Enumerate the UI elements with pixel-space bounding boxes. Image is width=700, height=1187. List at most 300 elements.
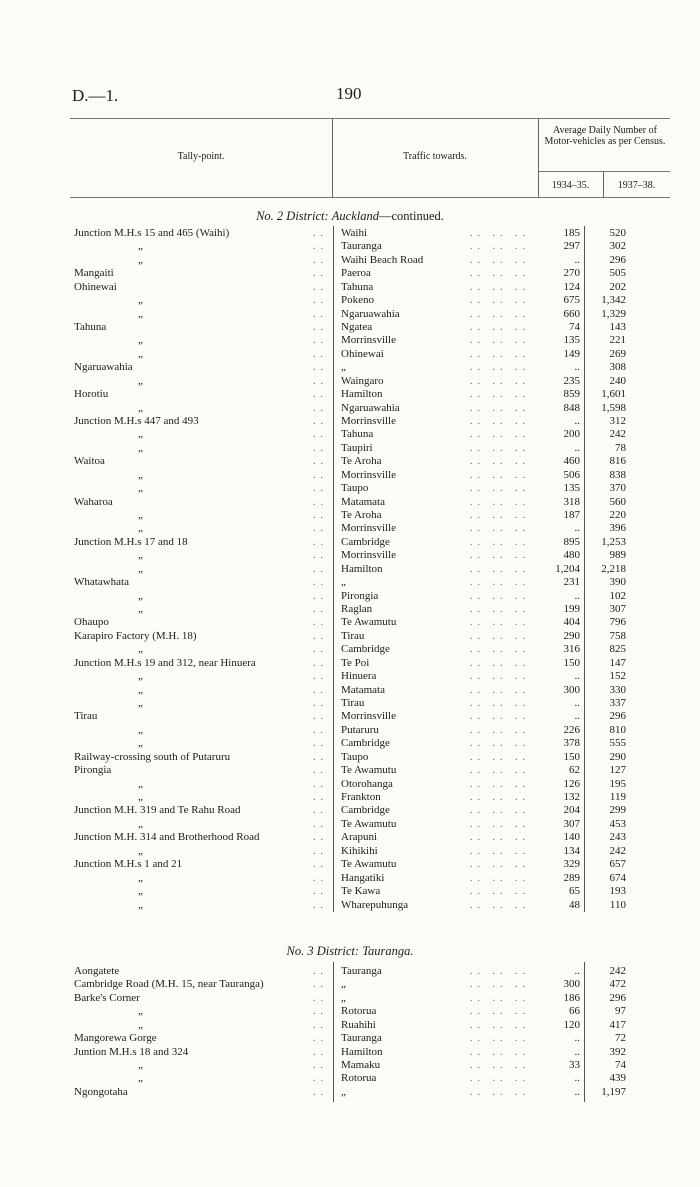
count-1937-cell: 147 <box>609 656 626 669</box>
tally-point-cell: Ngaruawahia <box>74 361 133 374</box>
leader-dots: .. .. .. <box>470 429 530 441</box>
tally-point-cell: Barke's Corner <box>74 991 140 1004</box>
count-1934-cell: 150 <box>563 656 580 669</box>
count-1937-cell: 1,601 <box>601 388 626 401</box>
leader-dots: .. .. .. <box>470 590 530 602</box>
count-1934-cell: .. <box>574 1072 580 1085</box>
leader-dots: .. <box>313 322 328 333</box>
table-row <box>0 482 700 495</box>
count-1934-cell: 135 <box>563 482 580 495</box>
leader-dots: .. .. .. <box>470 362 530 374</box>
count-1934-cell: 307 <box>563 817 580 830</box>
leader-dots: .. <box>313 510 328 522</box>
table-row <box>0 254 700 267</box>
leader-dots: .. .. .. <box>470 335 530 347</box>
leader-dots: .. .. .. <box>470 765 530 777</box>
count-1937-cell: 505 <box>609 267 626 280</box>
count-1937-cell: 296 <box>609 991 626 1004</box>
table-row <box>0 536 700 549</box>
tally-point-cell: Mangaiti <box>74 267 114 280</box>
leader-dots: .. .. .. <box>470 778 530 790</box>
leader-dots: .. .. .. <box>470 228 530 239</box>
count-1937-cell: 453 <box>609 817 626 830</box>
table-row <box>0 818 700 831</box>
leader-dots: .. <box>313 818 328 830</box>
count-1937-cell: 195 <box>609 777 626 790</box>
leader-dots: .. .. .. <box>470 402 530 414</box>
leader-dots: .. .. .. <box>470 859 530 871</box>
count-1937-cell: 1,329 <box>601 307 626 320</box>
tally-point-cell: „ <box>138 871 143 884</box>
count-1934-cell: .. <box>574 670 580 683</box>
table-row <box>0 294 700 307</box>
count-1937-cell: 370 <box>609 482 626 495</box>
count-1934-cell: 120 <box>563 1018 580 1031</box>
leader-dots: .. <box>313 563 328 575</box>
leader-dots: .. .. .. <box>470 348 530 360</box>
leader-dots: .. <box>313 644 328 656</box>
count-1934-cell: 135 <box>563 334 580 347</box>
table-row <box>0 710 700 723</box>
leader-dots: .. <box>313 899 328 911</box>
count-1937-cell: 674 <box>609 871 626 884</box>
leader-dots: .. <box>313 496 328 508</box>
count-1937-cell: 269 <box>609 347 626 360</box>
count-1937-cell: 220 <box>609 509 626 522</box>
tally-point-cell: „ <box>138 844 143 857</box>
leader-dots: .. <box>313 992 328 1004</box>
count-1937-cell: 796 <box>609 616 626 629</box>
count-1937-cell: 1,342 <box>601 294 626 307</box>
count-1934-cell: 231 <box>563 576 580 589</box>
tally-point-cell: „ <box>138 777 143 790</box>
destination-cell: „ <box>341 978 346 991</box>
leader-dots: .. <box>313 778 328 790</box>
destination-cell: „ <box>341 361 346 374</box>
count-1934-cell: 404 <box>563 616 580 629</box>
leader-dots: .. <box>313 1046 328 1058</box>
table-row <box>0 657 700 670</box>
destination-cell: Taupo <box>341 482 369 495</box>
tally-point-cell: „ <box>138 253 143 266</box>
count-1937-cell: 1,598 <box>601 401 626 414</box>
leader-dots: .. .. .. <box>470 469 530 481</box>
count-1937-cell: 1,197 <box>601 1085 626 1098</box>
leader-dots: .. <box>313 1073 328 1085</box>
count-1934-cell: 300 <box>563 978 580 991</box>
leader-dots: .. .. .. <box>470 698 530 710</box>
leader-dots: .. <box>313 1033 328 1045</box>
leader-dots: .. .. .. <box>470 322 530 333</box>
year-1937-header: 1937–38. <box>617 180 656 191</box>
destination-cell: Ruahihi <box>341 1018 376 1031</box>
destination-cell: Tirau <box>341 697 365 710</box>
table-row <box>0 978 700 991</box>
table-row <box>0 1005 700 1018</box>
table-row <box>0 469 700 482</box>
count-1937-cell: 296 <box>609 710 626 723</box>
table-row <box>0 240 700 253</box>
count-1934-cell: .. <box>574 522 580 535</box>
traffic-towards-header: Traffic towards. <box>403 151 467 162</box>
destination-cell: Matamata <box>341 683 385 696</box>
leader-dots: .. .. .. <box>470 268 530 280</box>
leader-dots: .. .. .. <box>470 671 530 683</box>
destination-cell: Arapuni <box>341 831 378 844</box>
table-row <box>0 388 700 401</box>
leader-dots: .. <box>313 1006 328 1018</box>
leader-dots: .. .. .. <box>470 886 530 898</box>
leader-dots: .. <box>313 416 328 428</box>
table-row <box>0 616 700 629</box>
table-row <box>0 334 700 347</box>
tally-point-cell: „ <box>138 603 143 616</box>
leader-dots: .. .. .. <box>470 523 530 535</box>
leader-dots: .. <box>313 281 328 293</box>
table-row <box>0 227 700 240</box>
count-1934-cell: 186 <box>563 991 580 1004</box>
leader-dots: .. <box>313 872 328 884</box>
leader-dots: .. <box>313 308 328 320</box>
count-1934-cell: 660 <box>563 307 580 320</box>
count-1934-cell: .. <box>574 965 580 977</box>
leader-dots: .. <box>313 604 328 616</box>
destination-cell: Ngaruawahia <box>341 401 400 414</box>
count-1937-cell: 296 <box>609 253 626 266</box>
count-1937-cell: 242 <box>609 844 626 857</box>
leader-dots: .. .. .. <box>470 456 530 468</box>
leader-dots: .. .. .. <box>470 510 530 522</box>
destination-cell: Pirongia <box>341 589 379 602</box>
tally-point-cell: „ <box>138 468 143 481</box>
tally-point-cell: Tirau <box>74 710 98 723</box>
leader-dots: .. <box>313 1019 328 1031</box>
count-1934-cell: .. <box>574 1045 580 1058</box>
leader-dots: .. .. .. <box>470 792 530 804</box>
leader-dots: .. <box>313 724 328 736</box>
count-1934-cell: 187 <box>563 509 580 522</box>
tally-point-cell: Waharoa <box>74 495 113 508</box>
tally-point-cell: Juntion M.H.s 18 and 324 <box>74 1045 189 1058</box>
count-1934-cell: 149 <box>563 347 580 360</box>
leader-dots: .. .. .. <box>470 966 530 977</box>
leader-dots: .. <box>313 550 328 562</box>
table-row <box>0 522 700 535</box>
leader-dots: .. <box>313 832 328 844</box>
count-1934-cell: .. <box>574 415 580 428</box>
table-row <box>0 899 700 912</box>
leader-dots: .. <box>313 698 328 710</box>
count-1937-cell: 221 <box>609 334 626 347</box>
leader-dots: .. .. .. <box>470 308 530 320</box>
table-row <box>0 1059 700 1072</box>
count-1937-cell: 396 <box>609 522 626 535</box>
tally-point-cell: Railway-crossing south of Putaruru <box>74 750 231 763</box>
destination-cell: Ohinewai <box>341 347 384 360</box>
tally-point-cell: Mangorewa Gorge <box>74 1032 157 1045</box>
leader-dots: .. <box>313 1060 328 1071</box>
count-1937-cell: 72 <box>615 1032 626 1045</box>
count-1934-cell: .. <box>574 1032 580 1045</box>
leader-dots: .. .. .. <box>470 1060 530 1071</box>
document-code: D.—1. <box>72 86 119 105</box>
page-number: 190 <box>336 84 362 103</box>
leader-dots: .. <box>313 389 328 401</box>
destination-cell: Cambridge <box>341 643 390 656</box>
district-suffix: —continued. <box>379 209 444 223</box>
table-row <box>0 402 700 415</box>
table-row <box>0 1019 700 1032</box>
table-row <box>0 737 700 750</box>
leader-dots: .. .. .. <box>470 483 530 495</box>
leader-dots: .. .. .. <box>470 724 530 736</box>
leader-dots: .. <box>313 792 328 804</box>
tally-point-cell: „ <box>138 898 143 911</box>
count-1934-cell: 290 <box>563 629 580 642</box>
table-row <box>0 563 700 576</box>
count-1934-cell: 480 <box>563 549 580 562</box>
destination-cell: Waingaro <box>341 374 384 387</box>
leader-dots: .. .. .. <box>470 644 530 656</box>
destination-cell: Tahuna <box>341 428 374 441</box>
destination-cell: Ngatea <box>341 321 373 333</box>
count-1937-cell: 307 <box>609 603 626 616</box>
table-row <box>0 845 700 858</box>
count-1937-cell: 989 <box>609 549 626 562</box>
count-1934-cell: 126 <box>563 777 580 790</box>
leader-dots: .. .. .. <box>470 254 530 266</box>
count-1937-cell: 193 <box>609 885 626 898</box>
count-1937-cell: 312 <box>609 415 626 428</box>
leader-dots: .. <box>313 254 328 266</box>
destination-cell: „ <box>341 1085 346 1098</box>
table-row <box>0 724 700 737</box>
count-1934-cell: 48 <box>569 898 580 911</box>
destination-cell: Tauranga <box>341 1032 382 1045</box>
tally-point-cell: „ <box>138 1072 143 1085</box>
destination-cell: Morrinsville <box>341 415 396 428</box>
leader-dots: .. .. .. <box>470 1046 530 1058</box>
destination-cell: Kihikihi <box>341 844 378 857</box>
leader-dots: .. <box>313 617 328 629</box>
count-1937-cell: 299 <box>609 804 626 817</box>
table-row <box>0 764 700 777</box>
tally-point-cell: „ <box>138 374 143 387</box>
leader-dots: .. .. .. <box>470 1006 530 1018</box>
tally-point-cell: Waitoa <box>74 455 105 468</box>
leader-dots: .. <box>313 335 328 347</box>
destination-cell: Te Awamutu <box>341 817 397 830</box>
leader-dots: .. .. .. <box>470 295 530 307</box>
leader-dots: .. <box>313 469 328 481</box>
leader-dots: .. .. .. <box>470 389 530 401</box>
leader-dots: .. .. .. <box>470 818 530 830</box>
count-1934-cell: 132 <box>563 791 580 804</box>
destination-cell: Te Awamutu <box>341 616 397 629</box>
tally-point-cell: „ <box>138 482 143 495</box>
destination-cell: Hamilton <box>341 388 383 401</box>
table-row <box>0 965 700 978</box>
tally-point-cell: „ <box>138 683 143 696</box>
table-row <box>0 885 700 898</box>
count-1937-cell: 110 <box>609 898 626 911</box>
leader-dots: .. <box>313 886 328 898</box>
destination-cell: Hangatiki <box>341 871 385 884</box>
leader-dots: .. <box>313 590 328 602</box>
destination-cell: Rotorua <box>341 1072 377 1085</box>
count-1937-cell: 152 <box>609 670 626 683</box>
year-1934-header: 1934–35. <box>551 180 590 191</box>
count-1934-cell: 33 <box>569 1059 580 1071</box>
table-row <box>0 778 700 791</box>
table-row <box>0 415 700 428</box>
destination-cell: Paeroa <box>341 267 371 280</box>
count-1937-cell: 242 <box>609 965 626 977</box>
count-1937-cell: 290 <box>609 750 626 763</box>
tally-point-cell: „ <box>138 589 143 602</box>
leader-dots: .. .. .. <box>470 751 530 763</box>
table-row <box>0 670 700 683</box>
table-row <box>0 375 700 388</box>
leader-dots: .. <box>313 295 328 307</box>
tally-point-cell: „ <box>138 791 143 804</box>
count-1937-cell: 119 <box>609 791 626 804</box>
table-row <box>0 1032 700 1045</box>
leader-dots: .. <box>313 671 328 683</box>
destination-cell: Morrinsville <box>341 549 396 562</box>
count-1937-cell: 657 <box>609 858 626 871</box>
tally-point-cell: Horotiu <box>74 388 109 401</box>
leader-dots: .. <box>313 684 328 696</box>
tally-point-cell: Ohinewai <box>74 280 117 293</box>
count-1937-cell: 555 <box>609 737 626 750</box>
leader-dots: .. .. .. <box>470 899 530 911</box>
count-1934-cell: 62 <box>569 764 580 777</box>
destination-cell: Matamata <box>341 495 385 508</box>
count-1934-cell: 848 <box>563 401 580 414</box>
destination-cell: Te Kawa <box>341 885 381 898</box>
leader-dots: .. <box>313 228 328 239</box>
leader-dots: .. <box>313 859 328 871</box>
leader-dots: .. .. .. <box>470 1019 530 1031</box>
table-row <box>0 872 700 885</box>
destination-cell: Raglan <box>341 603 373 616</box>
tally-point-cell: „ <box>138 643 143 656</box>
tally-point-cell: „ <box>138 697 143 710</box>
leader-dots: .. <box>313 429 328 441</box>
destination-cell: Te Aroha <box>341 509 382 522</box>
leader-dots: .. .. .. <box>470 617 530 629</box>
leader-dots: .. <box>313 738 328 750</box>
leader-dots: .. <box>313 845 328 857</box>
table-row <box>0 603 700 616</box>
count-1934-cell: 270 <box>563 267 580 280</box>
table-row <box>0 858 700 871</box>
tally-point-cell: Pirongia <box>74 764 112 777</box>
destination-cell: Ngaruawahia <box>341 307 400 320</box>
count-1937-cell: 240 <box>609 374 626 387</box>
leader-dots: .. .. .. <box>470 577 530 589</box>
leader-dots: .. .. .. <box>470 375 530 387</box>
leader-dots: .. <box>313 536 328 548</box>
leader-dots: .. <box>313 630 328 642</box>
count-1934-cell: 1,204 <box>555 562 580 575</box>
table-row <box>0 1046 700 1059</box>
leader-dots: .. .. .. <box>470 979 530 991</box>
table-row <box>0 267 700 280</box>
count-1934-cell: 199 <box>563 603 580 616</box>
count-1937-cell: 390 <box>609 576 626 589</box>
count-1937-cell: 520 <box>609 227 626 239</box>
leader-dots: .. .. .. <box>470 241 530 253</box>
count-1934-cell: .. <box>574 589 580 602</box>
destination-cell: Te Aroha <box>341 455 382 468</box>
destination-cell: Wharepuhunga <box>341 898 409 911</box>
count-1937-cell: 242 <box>609 428 626 441</box>
leader-dots: .. .. .. <box>470 281 530 293</box>
count-1937-cell: 78 <box>615 441 626 454</box>
tally-point-cell: Junction M.H. 319 and Te Rahu Road <box>74 804 241 817</box>
district-prefix: No. 3 District: <box>286 944 360 958</box>
tally-point-cell: Whatawhata <box>74 576 129 589</box>
table-row <box>0 576 700 589</box>
table-row <box>0 992 700 1005</box>
leader-dots: .. .. .. <box>470 496 530 508</box>
count-1934-cell: 74 <box>569 321 580 333</box>
tally-point-cell: „ <box>138 240 143 253</box>
count-1934-cell: 318 <box>563 495 580 508</box>
destination-cell: Hamilton <box>341 562 383 575</box>
destination-cell: Tauranga <box>341 240 382 253</box>
average-daily-header: Average Daily Number of Motor-vehicles as per Census. <box>544 125 666 147</box>
district-name: Auckland <box>331 209 379 223</box>
leader-dots: .. .. .. <box>470 604 530 616</box>
count-1934-cell: 134 <box>563 844 580 857</box>
leader-dots: .. <box>313 402 328 414</box>
tally-point-cell: „ <box>138 670 143 683</box>
leader-dots: .. .. .. <box>470 845 530 857</box>
table-row <box>0 496 700 509</box>
count-1934-cell: 204 <box>563 804 580 817</box>
count-1934-cell: 378 <box>563 737 580 750</box>
leader-dots: .. <box>313 711 328 723</box>
tally-point-cell: „ <box>138 347 143 360</box>
count-1937-cell: 1,253 <box>601 535 626 548</box>
tally-point-cell: Junction M.H.s 19 and 312, near Hinuera <box>74 656 256 669</box>
table-row <box>0 751 700 764</box>
destination-cell: Te Awamutu <box>341 858 397 871</box>
count-1937-cell: 102 <box>609 589 626 602</box>
destination-cell: Hinuera <box>341 670 377 683</box>
count-1937-cell: 472 <box>609 978 626 991</box>
table-row <box>0 361 700 374</box>
count-1937-cell: 417 <box>609 1018 626 1031</box>
count-1937-cell: 825 <box>609 643 626 656</box>
leader-dots: .. <box>313 979 328 991</box>
count-1937-cell: 439 <box>609 1072 626 1085</box>
tally-point-cell: Karapiro Factory (M.H. 18) <box>74 629 197 642</box>
count-1934-cell: 289 <box>563 871 580 884</box>
tally-point-cell: Ohaupo <box>74 616 109 629</box>
tally-point-header: Tally-point. <box>177 151 225 162</box>
destination-cell: Hamilton <box>341 1045 383 1058</box>
count-1937-cell: 560 <box>609 495 626 508</box>
destination-cell: „ <box>341 576 346 589</box>
leader-dots: .. .. .. <box>470 684 530 696</box>
count-1934-cell: 329 <box>563 858 580 871</box>
table-row <box>0 428 700 441</box>
count-1934-cell: .. <box>574 710 580 723</box>
